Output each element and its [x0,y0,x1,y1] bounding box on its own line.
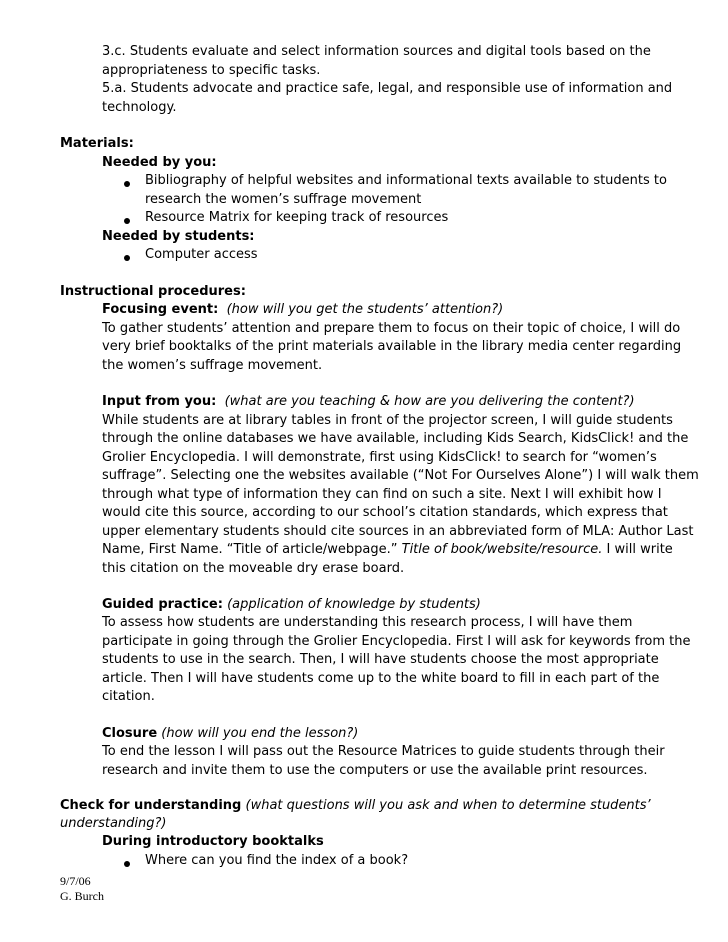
footer-date: 9/7/06 [60,874,91,888]
needed-by-students-label: Needed by students: [102,229,255,244]
standard-5a-line1: 5.a. Students advocate and practice safe, legal, and responsible use of information and [102,81,673,96]
input-citation-text: Name, First Name. “Title of article/webpage.” [102,542,402,557]
materials-heading: Materials: [60,136,134,151]
check-heading [60,797,651,815]
standard-3c-line1: 3.c. Students evaluate and select information sources and digital tools based on the [102,44,651,59]
closure-label: Closure [102,726,158,741]
guided-practice-label: Guided practice: [102,597,223,612]
check-prompt-continued: understanding?) [60,816,167,831]
guided-practice-heading [102,596,481,614]
guided-practice-text-line: students to use in the search. Then, I will have students choose the most appropriate [102,652,659,667]
needed-by-you-label: Needed by you: [102,155,217,170]
procedures-heading: Instructional procedures: [60,284,246,299]
focusing-event-label: Focusing event: [102,302,219,317]
guided-practice-prompt: (application of knowledge by students) [227,597,481,612]
footer-author: G. Burch [60,889,104,903]
input-citation-line [102,541,673,559]
input-text-line: upper elementary students should cite sources in an abbreviated form of MLA: Author Last [102,524,694,539]
focusing-event-prompt: (how will you get the students’ attention?) [226,302,504,317]
input-prompt: (what are you teaching & how are you delivering the content?) [224,394,635,409]
guided-practice-text-line: To assess how students are understanding this research process, I will have them [102,615,633,630]
focusing-event-text-line: the women’s suffrage movement. [102,358,323,373]
focusing-event-text-line: very brief booktalks of the print materials available in the library media center regarding [102,339,682,354]
input-label: Input from you: [102,394,217,409]
bullet-icon [124,861,130,867]
input-text-line: Grolier Encyclopedia. I will demonstrate, first using KidsClick! to search for “women’s [102,450,657,465]
check-question-item: Where can you find the index of a book? [145,853,409,868]
input-citation-italic: Title of book/website/resource. [401,542,603,557]
guided-practice-text-line: article. Then I will have students come up to the white board to fill in each part of the [102,671,660,686]
material-item-computer-access: Computer access [145,247,258,262]
input-text-line: suffrage”. Selecting one the websites available (“Not For Ourselves Alone”) I will walk them [102,468,699,483]
material-item-bibliography-line2: research the women’s suffrage movement [145,192,422,207]
bullet-icon [124,181,130,187]
material-item-resource-matrix: Resource Matrix for keeping track of resources [145,210,449,225]
input-text-line: this citation on the moveable dry erase board. [102,561,405,576]
check-prompt: (what questions will you ask and when to determine students’ [245,798,651,813]
input-text-line: through the online databases we have available, including Kids Search, KidsClick! and the [102,431,689,446]
booktalks-subheading: During introductory booktalks [102,834,324,849]
focusing-event-heading [102,301,503,319]
guided-practice-text-line: citation. [102,689,155,704]
bullet-icon [124,218,130,224]
closure-text-line: To end the lesson I will pass out the Resource Matrices to guide students through their [102,744,665,759]
bullet-icon [124,255,130,261]
material-item-bibliography-line1: Bibliography of helpful websites and informational texts available to students to [145,173,667,188]
standard-5a-line2: technology. [102,100,177,115]
closure-prompt: (how will you end the lesson?) [161,726,359,741]
check-label: Check for understanding [60,798,242,813]
input-text-line: While students are at library tables in front of the projector screen, I will guide students [102,413,673,428]
closure-heading [102,725,358,743]
input-heading [102,393,635,411]
input-text-line: would cite this source, according to our school’s citation standards, which express that [102,505,668,520]
input-citation-end: I will write [602,542,673,557]
focusing-event-text-line: To gather students’ attention and prepare them to focus on their topic of choice, I will do [102,321,681,336]
closure-text-line: research and invite them to use the computers or use the available print resources. [102,763,648,778]
input-text-line: through what type of information they can find on such a site. Next I will exhibit how I [102,487,662,502]
standard-3c-line2: appropriateness to specific tasks. [102,63,321,78]
guided-practice-text-line: participate in going through the Grolier Encyclopedia. First I will ask for keywords from the [102,634,691,649]
